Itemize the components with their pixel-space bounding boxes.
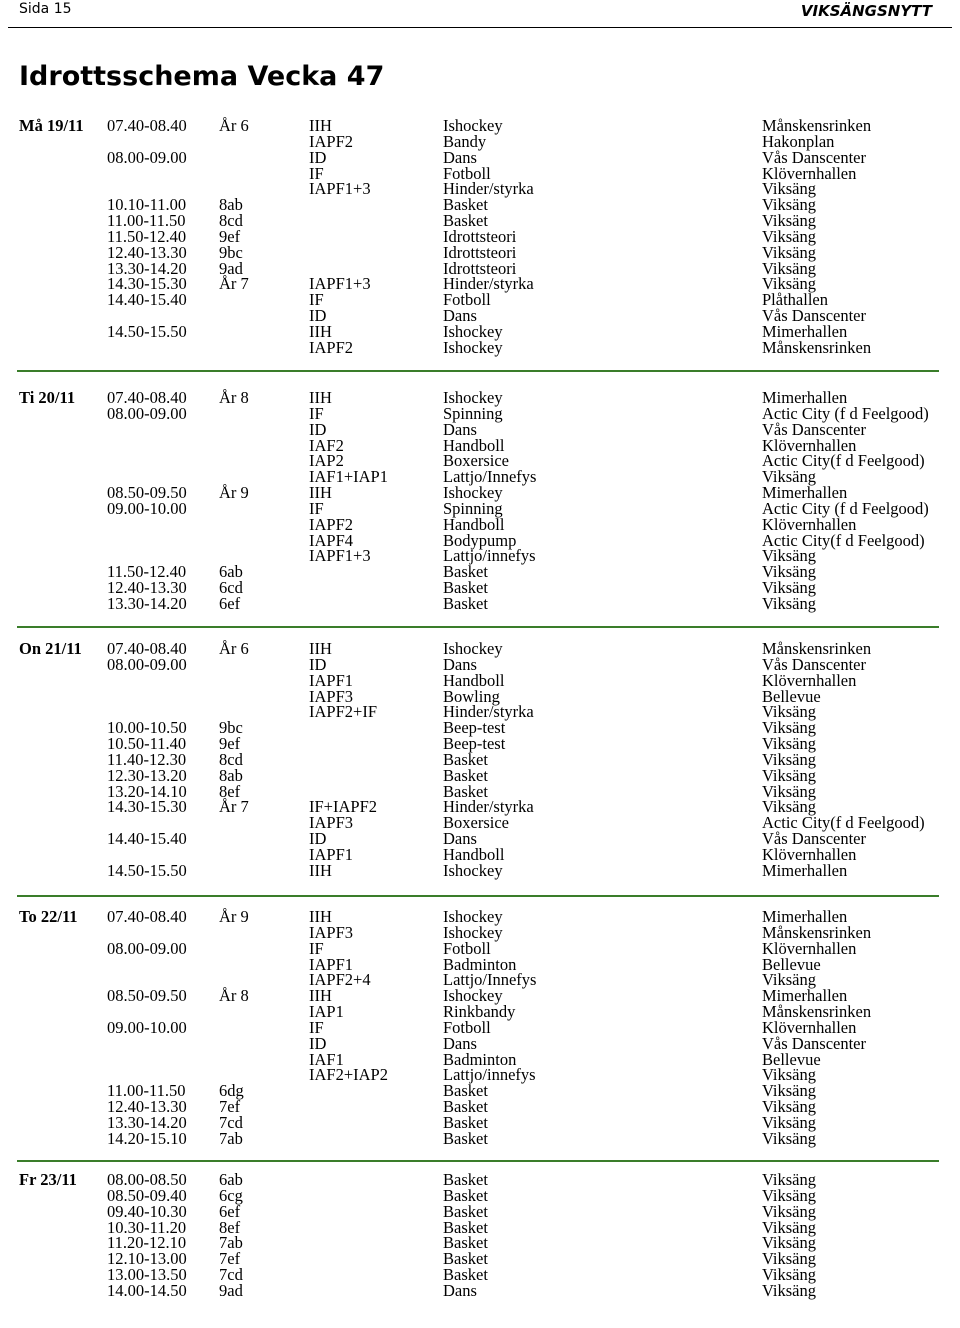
schedule-activity: Bowling xyxy=(443,686,500,706)
schedule-grade: År 8 xyxy=(219,986,249,1006)
page-header xyxy=(0,0,960,30)
schedule-activity: Ishockey xyxy=(443,321,503,341)
schedule-class: IAPF2 xyxy=(309,514,354,534)
schedule-venue: Klövernhallen xyxy=(762,514,857,534)
schedule-grade: 7ef xyxy=(219,1249,241,1269)
schedule-venue: Klövernhallen xyxy=(762,1017,857,1037)
schedule-time: 12.30-13.20 xyxy=(107,765,187,785)
schedule-time: 08.00-08.50 xyxy=(107,1170,187,1189)
schedule-venue: Viksäng xyxy=(762,242,817,262)
schedule-class: IIH xyxy=(309,116,332,135)
schedule-activity: Hinder/styrka xyxy=(443,274,534,294)
schedule-class: IAPF1+3 xyxy=(309,274,371,294)
schedule-grade: 6cd xyxy=(219,578,243,598)
schedule-grade: 8ef xyxy=(219,781,241,801)
schedule-activity: Beep-test xyxy=(443,734,506,754)
schedule-time: 12.40-13.30 xyxy=(107,1097,187,1117)
schedule-time: 07.40-08.40 xyxy=(107,116,187,135)
schedule-class: IAPF2 xyxy=(309,337,354,357)
schedule-activity: Fotboll xyxy=(443,163,491,183)
schedule-venue: Månskensrinken xyxy=(762,639,872,658)
schedule-time: 07.40-08.40 xyxy=(107,388,187,407)
schedule-activity: Lattjo/Innefys xyxy=(443,970,537,990)
schedule-activity: Basket xyxy=(443,749,488,769)
schedule-activity: Basket xyxy=(443,1170,488,1189)
schedule-time: 08.00-09.00 xyxy=(107,938,187,958)
schedule-activity: Handboll xyxy=(443,514,505,534)
schedule-time: 14.20-15.10 xyxy=(107,1128,187,1148)
schedule-time: 09.00-10.00 xyxy=(107,498,187,518)
schedule-activity: Dans xyxy=(443,1033,477,1053)
schedule-grade: 7ef xyxy=(219,1097,241,1117)
schedule-activity: Basket xyxy=(443,1201,488,1221)
newsletter-name: VIKSÄNGSNYTT xyxy=(800,2,932,20)
schedule-grade: 6cg xyxy=(219,1185,243,1205)
schedule-class: ID xyxy=(309,419,327,439)
schedule-grade: 9ef xyxy=(219,734,241,754)
schedule-activity: Bandy xyxy=(443,131,487,151)
schedule-activity: Hinder/styrka xyxy=(443,702,534,722)
schedule-time: 14.50-15.50 xyxy=(107,860,187,880)
day-block xyxy=(0,1172,960,1299)
schedule-venue: Vås Danscenter xyxy=(762,419,866,439)
schedule-class: ID xyxy=(309,654,327,674)
schedule-venue: Actic City(f d Feelgood) xyxy=(762,451,925,471)
schedule-time: 08.50-09.50 xyxy=(107,483,187,503)
schedule-time: 07.40-08.40 xyxy=(107,907,187,926)
day-label: On 21/11 xyxy=(19,639,82,658)
schedule-time: 10.10-11.00 xyxy=(107,195,187,215)
schedule-grade: 8ef xyxy=(219,1217,241,1237)
schedule-venue: Viksäng xyxy=(762,734,817,754)
schedule-activity: Basket xyxy=(443,1217,488,1237)
schedule-venue: Viksäng xyxy=(762,578,817,598)
schedule-time: 12.40-13.30 xyxy=(107,242,187,262)
schedule-class: ID xyxy=(309,829,327,849)
schedule-activity: Spinning xyxy=(443,403,503,423)
schedule-venue: Viksäng xyxy=(762,211,817,231)
day-label: Ti 20/11 xyxy=(19,388,76,407)
schedule-class: IAF2+IAP2 xyxy=(309,1065,388,1085)
schedule-activity: Fotboll xyxy=(443,1017,491,1037)
schedule-venue: Viksäng xyxy=(762,1265,817,1285)
schedule-activity: Idrottsteori xyxy=(443,226,517,246)
schedule-venue: Actic City(f d Feelgood) xyxy=(762,813,925,833)
schedule-time: 14.40-15.40 xyxy=(107,290,187,310)
day-divider xyxy=(17,370,939,372)
schedule-activity: Basket xyxy=(443,781,488,801)
schedule-venue: Viksäng xyxy=(762,1065,817,1085)
schedule-grade: År 9 xyxy=(219,907,249,926)
schedule-activity: Basket xyxy=(443,562,488,582)
schedule-activity: Hinder/styrka xyxy=(443,797,534,817)
schedule-venue: Klövernhallen xyxy=(762,435,857,455)
schedule-row xyxy=(0,860,960,880)
schedule-grade: 6ef xyxy=(219,1201,241,1221)
schedule-activity: Dans xyxy=(443,306,477,326)
schedule-venue: Hakonplan xyxy=(762,131,835,151)
schedule-class: IAPF4 xyxy=(309,530,354,550)
schedule-venue: Viksäng xyxy=(762,1185,817,1205)
schedule-class: IAPF2+IF xyxy=(309,702,377,722)
schedule-class: ID xyxy=(309,306,327,326)
schedule-class: IIH xyxy=(309,483,332,503)
schedule-class: IF xyxy=(309,403,324,423)
schedule-class: IAPF1 xyxy=(309,954,354,974)
schedule-class: IIH xyxy=(309,860,332,880)
schedule-row xyxy=(0,593,960,613)
schedule-venue: Viksäng xyxy=(762,1280,817,1300)
schedule-activity: Bodypump xyxy=(443,530,517,550)
schedule-time: 10.00-10.50 xyxy=(107,718,187,738)
schedule-venue: Vås Danscenter xyxy=(762,829,866,849)
schedule-activity: Basket xyxy=(443,1233,488,1253)
schedule-class: IIH xyxy=(309,907,332,926)
schedule-grade: 7cd xyxy=(219,1112,243,1132)
schedule-activity: Fotboll xyxy=(443,938,491,958)
schedule-grade: 6dg xyxy=(219,1081,244,1101)
schedule-class: IF xyxy=(309,290,324,310)
schedule-time: 14.40-15.40 xyxy=(107,829,187,849)
schedule-class: IAF1 xyxy=(309,1049,344,1069)
schedule-activity: Dans xyxy=(443,147,477,167)
schedule-venue: Mimerhallen xyxy=(762,321,848,341)
schedule-time: 13.30-14.20 xyxy=(107,593,187,613)
day-block xyxy=(0,118,960,356)
schedule-activity: Idrottsteori xyxy=(443,258,517,278)
schedule-time: 11.40-12.30 xyxy=(107,749,187,769)
schedule-grade: 6ab xyxy=(219,562,243,582)
schedule-activity: Handboll xyxy=(443,435,505,455)
schedule-activity: Handboll xyxy=(443,670,505,690)
schedule-activity: Hinder/styrka xyxy=(443,179,534,199)
schedule-activity: Lattjo/Innefys xyxy=(443,467,537,487)
schedule-venue: Bellevue xyxy=(762,686,821,706)
schedule-venue: Månskensrinken xyxy=(762,116,872,135)
day-block xyxy=(0,390,960,612)
schedule-venue: Viksäng xyxy=(762,1128,817,1148)
schedule-venue: Vås Danscenter xyxy=(762,147,866,167)
schedule-time: 14.50-15.50 xyxy=(107,321,187,341)
schedule-time: 13.30-14.20 xyxy=(107,258,187,278)
schedule-time: 14.30-15.30 xyxy=(107,797,187,817)
day-label: To 22/11 xyxy=(19,907,78,926)
schedule-activity: Basket xyxy=(443,1128,488,1148)
schedule-activity: Idrottsteori xyxy=(443,242,517,262)
schedule-activity: Boxersice xyxy=(443,451,509,471)
schedule-class: IAPF2+4 xyxy=(309,970,371,990)
schedule-activity: Ishockey xyxy=(443,986,503,1006)
schedule-grade: 8cd xyxy=(219,749,243,769)
schedule-venue: Viksäng xyxy=(762,593,817,613)
schedule-time: 14.30-15.30 xyxy=(107,274,187,294)
schedule-time: 11.50-12.40 xyxy=(107,562,187,582)
schedule-grade: 7ab xyxy=(219,1233,243,1253)
schedule-time: 11.00-11.50 xyxy=(107,211,186,231)
schedule-activity: Basket xyxy=(443,1249,488,1269)
schedule-activity: Handboll xyxy=(443,844,505,864)
schedule-class: IAPF3 xyxy=(309,813,354,833)
schedule-venue: Viksäng xyxy=(762,1097,817,1117)
schedule-venue: Viksäng xyxy=(762,781,817,801)
schedule-venue: Viksäng xyxy=(762,970,817,990)
schedule-venue: Viksäng xyxy=(762,702,817,722)
schedule-activity: Basket xyxy=(443,211,488,231)
schedule-activity: Badminton xyxy=(443,954,517,974)
schedule-time: 08.00-09.00 xyxy=(107,147,187,167)
schedule-venue: Mimerhallen xyxy=(762,860,848,880)
schedule-activity: Ishockey xyxy=(443,922,503,942)
schedule-class: IAP1 xyxy=(309,1002,344,1022)
schedule-grade: 8cd xyxy=(219,211,243,231)
schedule-venue: Klövernhallen xyxy=(762,844,857,864)
schedule-activity: Basket xyxy=(443,593,488,613)
schedule-activity: Basket xyxy=(443,1265,488,1285)
schedule-venue: Plåthallen xyxy=(762,290,828,310)
schedule-venue: Viksäng xyxy=(762,1233,817,1253)
schedule-activity: Boxersice xyxy=(443,813,509,833)
schedule-grade: 6ab xyxy=(219,1170,243,1189)
schedule-time: 12.10-13.00 xyxy=(107,1249,187,1269)
schedule-activity: Basket xyxy=(443,1081,488,1101)
schedule-venue: Viksäng xyxy=(762,1170,817,1189)
schedule-venue: Actic City (f d Feelgood) xyxy=(762,498,929,518)
schedule-activity: Dans xyxy=(443,419,477,439)
schedule-venue: Månskensrinken xyxy=(762,922,872,942)
schedule-class: IF xyxy=(309,498,324,518)
schedule-time: 10.50-11.40 xyxy=(107,734,187,754)
schedule-venue: Mimerhallen xyxy=(762,483,848,503)
schedule-venue: Klövernhallen xyxy=(762,163,857,183)
schedule-venue: Månskensrinken xyxy=(762,337,872,357)
day-block xyxy=(0,641,960,879)
schedule-time: 08.50-09.50 xyxy=(107,986,187,1006)
schedule-grade: År 9 xyxy=(219,483,249,503)
page-title: Idrottsschema Vecka 47 xyxy=(19,61,385,92)
schedule-row xyxy=(0,337,960,357)
schedule-class: IIH xyxy=(309,388,332,407)
schedule-venue: Mimerhallen xyxy=(762,986,848,1006)
day-divider xyxy=(17,895,939,897)
schedule-class: IAPF1+3 xyxy=(309,546,371,566)
schedule-class: ID xyxy=(309,1033,327,1053)
day-divider xyxy=(17,1160,939,1162)
schedule-class: IIH xyxy=(309,639,332,658)
schedule-class: IAPF1 xyxy=(309,844,354,864)
schedule-venue: Vås Danscenter xyxy=(762,1033,866,1053)
schedule-activity: Ishockey xyxy=(443,907,503,926)
header-rule xyxy=(8,27,952,28)
schedule-venue: Viksäng xyxy=(762,179,817,199)
schedule-activity: Basket xyxy=(443,195,488,215)
day-label: Fr 23/11 xyxy=(19,1170,77,1189)
schedule-time: 12.40-13.30 xyxy=(107,578,187,598)
schedule-venue: Bellevue xyxy=(762,1049,821,1069)
schedule-class: IF xyxy=(309,1017,324,1037)
schedule-time: 09.40-10.30 xyxy=(107,1201,187,1221)
schedule-row xyxy=(0,1128,960,1148)
schedule-grade: 8ab xyxy=(219,195,243,215)
schedule-venue: Viksäng xyxy=(762,226,817,246)
schedule-activity: Ishockey xyxy=(443,483,503,503)
schedule-venue: Viksäng xyxy=(762,274,817,294)
schedule-class: IAP2 xyxy=(309,451,344,471)
schedule-grade: År 7 xyxy=(219,274,249,294)
schedule-venue: Viksäng xyxy=(762,1217,817,1237)
schedule-activity: Basket xyxy=(443,578,488,598)
schedule-time: 09.00-10.00 xyxy=(107,1017,187,1037)
day-divider xyxy=(17,626,939,628)
schedule-activity: Spinning xyxy=(443,498,503,518)
schedule-venue: Viksäng xyxy=(762,765,817,785)
schedule-class: IAPF3 xyxy=(309,686,354,706)
schedule-activity: Rinkbandy xyxy=(443,1002,516,1022)
schedule-activity: Fotboll xyxy=(443,290,491,310)
schedule-venue: Månskensrinken xyxy=(762,1002,872,1022)
schedule-class: IAPF1 xyxy=(309,670,354,690)
schedule-class: IAF1+IAP1 xyxy=(309,467,388,487)
schedule-venue: Viksäng xyxy=(762,562,817,582)
schedule-venue: Bellevue xyxy=(762,954,821,974)
schedule-venue: Klövernhallen xyxy=(762,670,857,690)
schedule-grade: 9ad xyxy=(219,1280,243,1300)
schedule-time: 13.00-13.50 xyxy=(107,1265,187,1285)
schedule-grade: 9ad xyxy=(219,258,243,278)
schedule-grade: 6ef xyxy=(219,593,241,613)
schedule-grade: 9ef xyxy=(219,226,241,246)
schedule-activity: Dans xyxy=(443,654,477,674)
schedule-time: 08.00-09.00 xyxy=(107,403,187,423)
schedule-venue: Viksäng xyxy=(762,467,817,487)
schedule-activity: Lattjo/innefys xyxy=(443,1065,536,1085)
schedule-activity: Basket xyxy=(443,1097,488,1117)
schedule-time: 07.40-08.40 xyxy=(107,639,187,658)
schedule-class: IAPF2 xyxy=(309,131,354,151)
schedule-venue: Vås Danscenter xyxy=(762,654,866,674)
schedule-activity: Ishockey xyxy=(443,116,503,135)
schedule-grade: År 6 xyxy=(219,639,249,658)
schedule-venue: Klövernhallen xyxy=(762,938,857,958)
schedule-activity: Dans xyxy=(443,829,477,849)
schedule-class: IF+IAPF2 xyxy=(309,797,377,817)
schedule-time: 13.20-14.10 xyxy=(107,781,187,801)
schedule-venue: Mimerhallen xyxy=(762,907,848,926)
schedule-venue: Viksäng xyxy=(762,1112,817,1132)
schedule-venue: Viksäng xyxy=(762,546,817,566)
schedule-venue: Viksäng xyxy=(762,718,817,738)
day-label: Må 19/11 xyxy=(19,116,84,135)
schedule-time: 13.30-14.20 xyxy=(107,1112,187,1132)
schedule-class: IIH xyxy=(309,986,332,1006)
schedule-grade: 8ab xyxy=(219,765,243,785)
schedule-grade: 9bc xyxy=(219,242,243,262)
schedule-activity: Dans xyxy=(443,1280,477,1300)
schedule-time: 10.30-11.20 xyxy=(107,1217,187,1237)
schedule-activity: Basket xyxy=(443,1185,488,1205)
schedule-grade: År 8 xyxy=(219,388,249,407)
schedule-venue: Viksäng xyxy=(762,797,817,817)
schedule-activity: Basket xyxy=(443,765,488,785)
schedule-activity: Ishockey xyxy=(443,388,503,407)
schedule-time: 11.00-11.50 xyxy=(107,1081,186,1101)
page-number: Sida 15 xyxy=(19,1,72,17)
schedule-class: ID xyxy=(309,147,327,167)
schedule-grade: 7ab xyxy=(219,1128,243,1148)
schedule-venue: Vås Danscenter xyxy=(762,306,866,326)
schedule-time: 08.50-09.40 xyxy=(107,1185,187,1205)
schedule-row xyxy=(0,1280,960,1300)
schedule-venue: Viksäng xyxy=(762,195,817,215)
schedule-activity: Ishockey xyxy=(443,639,503,658)
schedule-time: 08.00-09.00 xyxy=(107,654,187,674)
schedule-venue: Mimerhallen xyxy=(762,388,848,407)
schedule-activity: Beep-test xyxy=(443,718,506,738)
schedule-class: IAF2 xyxy=(309,435,344,455)
schedule-activity: Ishockey xyxy=(443,337,503,357)
schedule-venue: Viksäng xyxy=(762,1201,817,1221)
schedule-venue: Viksäng xyxy=(762,1249,817,1269)
schedule-time: 14.00-14.50 xyxy=(107,1280,187,1300)
schedule-venue: Actic City (f d Feelgood) xyxy=(762,403,929,423)
schedule-class: IF xyxy=(309,163,324,183)
schedule-class: IAPF1+3 xyxy=(309,179,371,199)
schedule-venue: Viksäng xyxy=(762,1081,817,1101)
schedule-activity: Basket xyxy=(443,1112,488,1132)
schedule-grade: År 7 xyxy=(219,797,249,817)
schedule-class: IAPF3 xyxy=(309,922,354,942)
schedule-time: 11.50-12.40 xyxy=(107,226,187,246)
schedule-time: 11.20-12.10 xyxy=(107,1233,187,1253)
schedule-venue: Viksäng xyxy=(762,749,817,769)
schedule-venue: Actic City(f d Feelgood) xyxy=(762,530,925,550)
day-block xyxy=(0,909,960,1147)
schedule-class: IIH xyxy=(309,321,332,341)
schedule-grade: 9bc xyxy=(219,718,243,738)
schedule-venue: Viksäng xyxy=(762,258,817,278)
schedule-class: IF xyxy=(309,938,324,958)
schedule-grade: 7cd xyxy=(219,1265,243,1285)
schedule-grade: År 6 xyxy=(219,116,249,135)
schedule-activity: Lattjo/innefys xyxy=(443,546,536,566)
schedule-activity: Badminton xyxy=(443,1049,517,1069)
schedule-activity: Ishockey xyxy=(443,860,503,880)
